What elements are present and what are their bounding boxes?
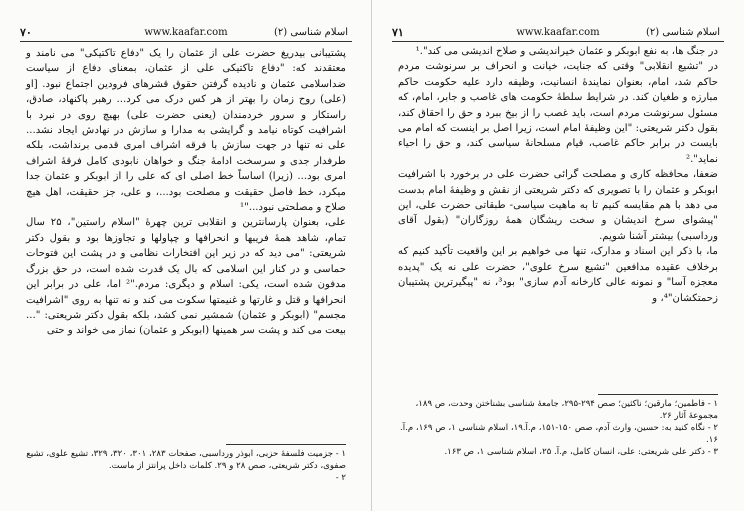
footnote: ۳ - دکتر علی شریعتی: علی، انسان کامل، م.آ. ۲۵، اسلام شناسی ۱، ص ۱۶۳. <box>444 447 718 457</box>
footnote: ۲ - نگاه کنید به: حسین، وارث آدم، صص ۱۵۰-۱۵۱، م.آ.۱۹، اسلام شناسی ۱، ص ۱۶۹، م.آ. ۱۶. <box>400 423 718 445</box>
footnote-rule <box>598 394 718 395</box>
header-rule <box>20 41 352 42</box>
page-header <box>16 26 356 40</box>
footnote: ۱ - فاطمین؛ مارقین؛ ناکثین؛ صص ۲۹۴-۲۹۵، جامعهٔ شناسی بشناختن وحدت، ص ۱۸۹، مجموعهٔ آثار ۲۶. <box>415 399 718 421</box>
page-header <box>388 26 728 40</box>
page-body <box>398 44 718 306</box>
footnote: ۱ - جزمیت فلسفهٔ حزبی، ابوذر ورداسبی، صفحات ۲۸۳، ۳۰۱، ۳۲۰، ۳۲۹، تشیع علوی، تشیع صفوی، دکتر شریعتی، صص ۲۸ و ۲۹. کلمات داخل پرانتز از ماست. <box>26 449 346 471</box>
paragraph: در "تشیع انقلابی" وقتی که جنایت، خیانت و انحراف بر سرنوشت مردم حاکم شد، امام، بعنوان نمایندهٔ انسانیت، وظیفه دارد علیه حکومت حاکم مبارزه و طغیان کند. در شرایط سلطهٔ حکومت های غاصب و جابر، امام، که مسئول سرنوشت مردم است، باید غصب را از بیخ ببرد و حق را احقاق کند، بقول دکتر شریعتی: "این وظیفهٔ امام است، زیرا اصل بر اینست که امام می بایست در برابر حاکم غاصب، قیام مسلحانهٔ سیاسی کند، و حق را احیاء نماید".² <box>398 61 718 165</box>
paragraph: در جنگ ها، به نفع ابوبکر و عثمان خیراندیشی و صلاح اندیشی می کند".¹ <box>415 46 718 57</box>
page-number: ۷۰ <box>20 26 32 39</box>
site-url: www.kaafar.com <box>144 27 228 38</box>
site-url: www.kaafar.com <box>516 27 600 38</box>
page-body <box>26 46 346 339</box>
header-rule <box>392 41 724 42</box>
paragraph: ضعفا، محافظه کاری و مصلحت گرائی حضرت علی در برخورد با اشرافیت ابوبکر و عثمان را با تصویری که دکتر شریعتی از نقش و وظیفهٔ امام بدست می دهد با هم مقایسه کنیم تا به ماهیت سیاسی- طبقاتی حضرت علی، این "پیشوای سرخ اندیشان و سخت ریشگان همهٔ روزگاران" (بقول آقای ورداسبی) بیشتر آشنا شویم. <box>398 169 718 242</box>
paragraph: پشتیبانی بیدریغ حضرت علی از عثمان را یک "دفاع تاکتیکی" می نامند و معتقدند که: "دفاع تاکتیکی علی از عثمان، بمعنای دفاع از سیاست ضداسلامی عثمان و نادیده گرفتن حقوق قشرهای فرودین اجتماع نبود. [او (علی) روح زمان را بهتر از هر کس درک می کرد... رهبر پاکنهاد، صادق، راستکار و سرور خردمندان (یعنی حضرت علی) بهیچ روی در نبرد با اشرافیت کوتاه نیامد و گرایشی به مدارا و سازش در نهادش ایجاد نشد... علی نه تنها در جهت سازش با فرقه اشراف امری قدمی برنداشت، بلکه طرفدار جدی و سرسخت ادامهٔ جنگ و خواهان نابودی کامل فرقهٔ اشراف امری بود... (زیرا) اساساً خط اصلی ای که علی را از ابوبکر و عثمان جدا میکرد، خط فاصل حقیقت و مصلحت بود...، و علی، جز حقیقت، اهل هیچ صلاح و مصلحتی نبود..."¹ <box>26 48 346 214</box>
footnote-rule <box>226 444 346 445</box>
paragraph: ما، با ذکر این اسناد و مدارک، تنها می خواهیم بر این واقعیت تأکید کنیم که برخلاف عقیده مدافعین "تشیع سرخ علوی"، حضرت علی نه یک "پدیده معجزه آسا" و نمونه عالی کارخانه آدم سازی" بود³، نه "پیگیرترین پشتیبان زحمتکشان"⁴، و <box>398 246 718 304</box>
paragraph: علی، بعنوان پارسانترین و انقلابی ترین چهرهٔ "اسلام راستین"، ۲۵ سال تمام، شاهد همهٔ فریبها و انحرافها و چپاولها و تجاوزها بود و بقول دکتر شریعتی: "می دید که در زیر این افتخارات نظامی و در پشت این فتوحات حماسی و در کنار این اسلامی که بال یک قدرت شده است، در حق بزرگ مدفون شده است، یکی: اسلام و دیگری: مردم."² اما، علی در برابر این انحرافها و قتل و غارتها و غنیمتها سکوت می کند و نه تنها به روی "اشرافیت مجسم" (ابوبکر و عثمان) شمشیر نمی کشد، بلکه بقول دکتر شریعتی: "... بیعت می کند و پشت سر همینها (ابوبکر و عثمان) نماز می خواند و حتی <box>26 217 347 337</box>
page-number: ۷۱ <box>392 26 404 39</box>
running-title: اسلام شناسی (۲) <box>273 27 348 38</box>
footnote: ۲ - <box>335 473 346 483</box>
footnotes <box>26 448 346 484</box>
footnotes <box>398 398 718 458</box>
right-page <box>372 0 744 511</box>
running-title: اسلام شناسی (۲) <box>645 27 720 38</box>
